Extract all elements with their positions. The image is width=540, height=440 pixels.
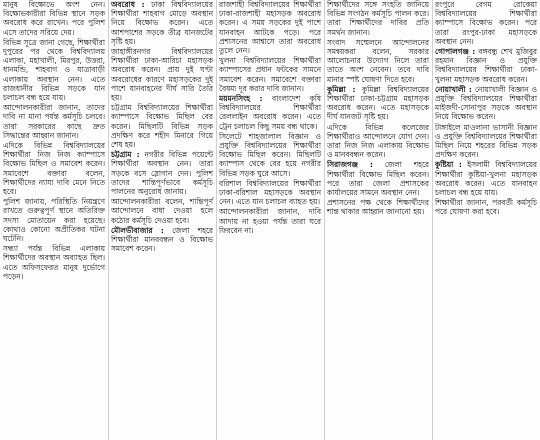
paragraph: সন্ধ্যা পর্যন্ত বিভিন্ন এলাকায় শিক্ষার্থীদের অবস্থান অব্যাহত ছিল। এতে অফিসফেরত মানুষ দুর্ভোগে পড়েন।: [3, 244, 105, 281]
subhead: নোয়াখালী :: [435, 84, 472, 94]
paragraph: প্রশাসনের পক্ষ থেকে শিক্ষার্থীদের শান্ত থাকার আহ্বান জানানো হয়।: [327, 198, 429, 217]
subhead: কুমিল্লা :: [327, 84, 356, 94]
subhead: কুষ্টিয়া :: [435, 160, 462, 170]
subhead: চট্টগ্রাম :: [111, 150, 140, 160]
paragraph: বিভিন্ন সূত্রে জানা গেছে, শিক্ষার্থীরা দুপুরের পর থেকে বিশ্ববিদ্যালয় এলাকা, মহাখালী, মিরপুর, উত্তরা, ধানমন্ডি, শাহবাগ ও যাত্রাবাড়ী এলাকায় অবস্থান নেন। এতে রাজধানীর বিভিন্ন সড়কে যান চলাচল বন্ধ হয়ে যায়।: [3, 37, 105, 103]
paragraph: শিক্ষার্থীরা জানান, পরবর্তী কর্মসূচি পরে ঘোষণা করা হবে।: [435, 198, 537, 217]
paragraph: নোয়াখালী : নোয়াখালী বিজ্ঞান ও প্রযুক্তি বিশ্ববিদ্যালয়ের শিক্ষার্থীরা মাইজদী-সোনাপুর সড়কে অবস্থান নিয়ে বিক্ষোভ করেন।: [435, 84, 537, 122]
paragraph: পুলিশ জানায়, পরিস্থিতি নিয়ন্ত্রণে রাখতে গুরুত্বপূর্ণ স্থানে অতিরিক্ত সদস্য মোতায়েন করা হয়েছে। কোথাও কোনো অপ্রীতিকর ঘটনা ঘটেনি।: [3, 197, 105, 244]
paragraph: জাহাঙ্গীরনগর বিশ্ববিদ্যালয়ের শিক্ষার্থীরা ঢাকা-আরিচা মহাসড়ক অবরোধ করেন। প্রায় দুই ঘণ্টা অবরোধের কারণে মহাসড়কের দুই পাশে যানবাহনের দীর্ঘ সারি তৈরি হয়।: [111, 47, 213, 103]
paragraph: সিরাজগঞ্জ : জেলা শহরে শিক্ষার্থীরা বিক্ষোভ মিছিল করেন। পরে তারা জেলা প্রশাসকের কার্যালয়ের সামনে অবস্থান নেন।: [327, 160, 429, 198]
subhead: সিরাজগঞ্জ :: [327, 160, 373, 170]
paragraph: আন্দোলনকারীরা জানান, তাদের দাবি না মানা পর্যন্ত কর্মসূচি চলবে। তারা সরকারের কাছে দ্রুত সিদ্ধান্তের আহ্বান জানান।: [3, 103, 105, 140]
article-column-2: [108, 0, 216, 440]
subhead: অবরোধ :: [111, 0, 145, 9]
paragraph: এদিকে বিভিন্ন বিশ্ববিদ্যালয়ের শিক্ষার্থীরা নিজ নিজ ক্যাম্পাসে বিক্ষোভ মিছিল ও সমাবেশ করেন। সমাবেশে বক্তারা বলেন, শিক্ষার্থীদের ন্যায্য দাবি মেনে নিতে হবে।: [3, 141, 105, 197]
paragraph: গোপালগঞ্জ : বঙ্গবন্ধু শেখ মুজিবুর রহমান বিজ্ঞান ও প্রযুক্তি বিশ্ববিদ্যালয়ের শিক্ষার্থীরা ঢাকা-খুলনা মহাসড়ক অবরোধ করেন।: [435, 47, 537, 84]
paragraph: খুলনা বিশ্ববিদ্যালয়ের শিক্ষার্থীরা ক্যাম্পাসের প্রধান ফটকের সামনে সমাবেশ করেন। সমাবেশে বক্তারা বৈষম্য দূর করার দাবি জানান।: [219, 56, 321, 93]
article-column-4: [324, 0, 432, 440]
paragraph: ময়মনসিংহ : বাংলাদেশ কৃষি বিশ্ববিদ্যালয়ের শিক্ষার্থীরা রেললাইন অবরোধ করেন। এতে ট্রেন চলাচল কিছু সময় বন্ধ থাকে।: [219, 94, 321, 131]
paragraph: সিলেটে শাহজালাল বিজ্ঞান ও প্রযুক্তি বিশ্ববিদ্যালয়ের শিক্ষার্থীরা বিক্ষোভ মিছিল করেন। মিছিলটি ক্যাম্পাস থেকে বের হয়ে নগরীর বিভিন্ন সড়ক ঘুরে আসে।: [219, 131, 321, 178]
subhead: মৌলভীবাজার :: [111, 225, 164, 235]
paragraph: আন্দোলনকারীরা জানান, দাবি আদায় না হওয়া পর্যন্ত তারা ঘরে ফিরবেন না।: [219, 207, 321, 235]
subhead: ময়মনসিংহ :: [219, 94, 263, 104]
subhead: গোপালগঞ্জ :: [435, 47, 476, 57]
paragraph: মৌলভীবাজার : জেলা শহরে শিক্ষার্থীরা মানববন্ধন ও বিক্ষোভ সমাবেশ করেন।: [111, 225, 213, 254]
article-column-5: [432, 0, 540, 440]
paragraph: আন্দোলনকারীরা বলেন, শান্তিপূর্ণ আন্দোলনে বাধা দেওয়া হলে কঠোর কর্মসূচি দেওয়া হবে।: [111, 197, 213, 225]
article-column-3: [216, 0, 324, 440]
paragraph: কুমিল্লা : কুমিল্লা বিশ্ববিদ্যালয়ের শিক্ষার্থীরা ঢাকা-চট্টগ্রাম মহাসড়ক অবরোধ করেন। এতে মহাসড়কে দীর্ঘ যানজট সৃষ্টি হয়।: [327, 84, 429, 122]
paragraph: কুষ্টিয়া : ইসলামী বিশ্ববিদ্যালয়ের শিক্ষার্থীরা কুষ্টিয়া-খুলনা মহাসড়ক অবরোধ করেন। এতে যানবাহন চলাচল বন্ধ হয়ে যায়।: [435, 160, 537, 198]
paragraph: সংবাদ সম্মেলনে আন্দোলনের সমন্বয়করা বলেন, সরকার আলোচনার উদ্যোগ নিলে তারা তাতে অংশ নেবেন। তবে দাবি মানার স্পষ্ট ঘোষণা দিতে হবে।: [327, 37, 429, 84]
paragraph: টাঙ্গাইলে মাওলানা ভাসানী বিজ্ঞান ও প্রযুক্তি বিশ্ববিদ্যালয়ের শিক্ষার্থীরা মিছিল নিয়ে শহরের বিভিন্ন সড়ক প্রদক্ষিণ করেন।: [435, 122, 537, 160]
paragraph: অবরোধ : ঢাকা বিশ্ববিদ্যালয়ের শিক্ষার্থীরা শাহবাগ মোড়ে অবস্থান নিয়ে বিক্ষোভ করেন। এতে আশপাশের সড়কে তীব্র যানজটের সৃষ্টি হয়।: [111, 0, 213, 46]
paragraph: মানুষ বিক্ষোভে অংশ নেন। বিক্ষোভকারীরা বিভিন্ন স্থানে সড়ক অবরোধ করে রাখেন। পরে পুলিশ এসে তাদের সরিয়ে দেয়।: [3, 0, 105, 37]
paragraph: বরিশাল বিশ্ববিদ্যালয়ের শিক্ষার্থীরা ঢাকা-বরিশাল মহাসড়কে অবস্থান নেন। এতে যান চলাচল ব্যাহত হয়।: [219, 178, 321, 207]
paragraph: চট্টগ্রাম : নগরীর বিভিন্ন পয়েন্টে শিক্ষার্থীরা অবস্থান নেন। তারা সড়কে বসে স্লোগান দেন। পুলিশ তাদের শান্তিপূর্ণভাবে কর্মসূচি পালনের অনুরোধ জানায়।: [111, 150, 213, 197]
paragraph: এদিকে বিভিন্ন কলেজের শিক্ষার্থীরাও আন্দোলনে যোগ দেন। তারা নিজ নিজ এলাকায় বিক্ষোভ ও মানববন্ধন করেন।: [327, 122, 429, 160]
paragraph: রাজশাহী বিশ্ববিদ্যালয়ের শিক্ষার্থীরা ঢাকা-রাজশাহী মহাসড়ক অবরোধ করেন। এ সময় সড়কের দুই পাশে যানবাহন আটকে পড়ে। পরে প্রশাসনের আশ্বাসে তারা অবরোধ তুলে নেন।: [219, 0, 321, 56]
paragraph: রংপুরে বেগম রোকেয়া বিশ্ববিদ্যালয়ের শিক্ষার্থীরা ক্যাম্পাসে বিক্ষোভ করেন। পরে তারা রংপুর-ঢাকা মহাসড়কে অবস্থান নেন।: [435, 0, 537, 46]
paragraph: চট্টগ্রাম বিশ্ববিদ্যালয়ের শিক্ষার্থীরা ক্যাম্পাসে বিক্ষোভ মিছিল বের করেন। মিছিলটি বিভিন্ন সড়ক প্রদক্ষিণ করে শহীদ মিনারে গিয়ে শেষ হয়।: [111, 103, 213, 150]
article-column-1: [0, 0, 108, 440]
paragraph: শিক্ষার্থীদের সঙ্গে সংহতি জানিয়ে বিভিন্ন সংগঠন কর্মসূচি পালন করে। তারা শিক্ষার্থীদের দাবির প্রতি সমর্থন জানান।: [327, 0, 429, 37]
